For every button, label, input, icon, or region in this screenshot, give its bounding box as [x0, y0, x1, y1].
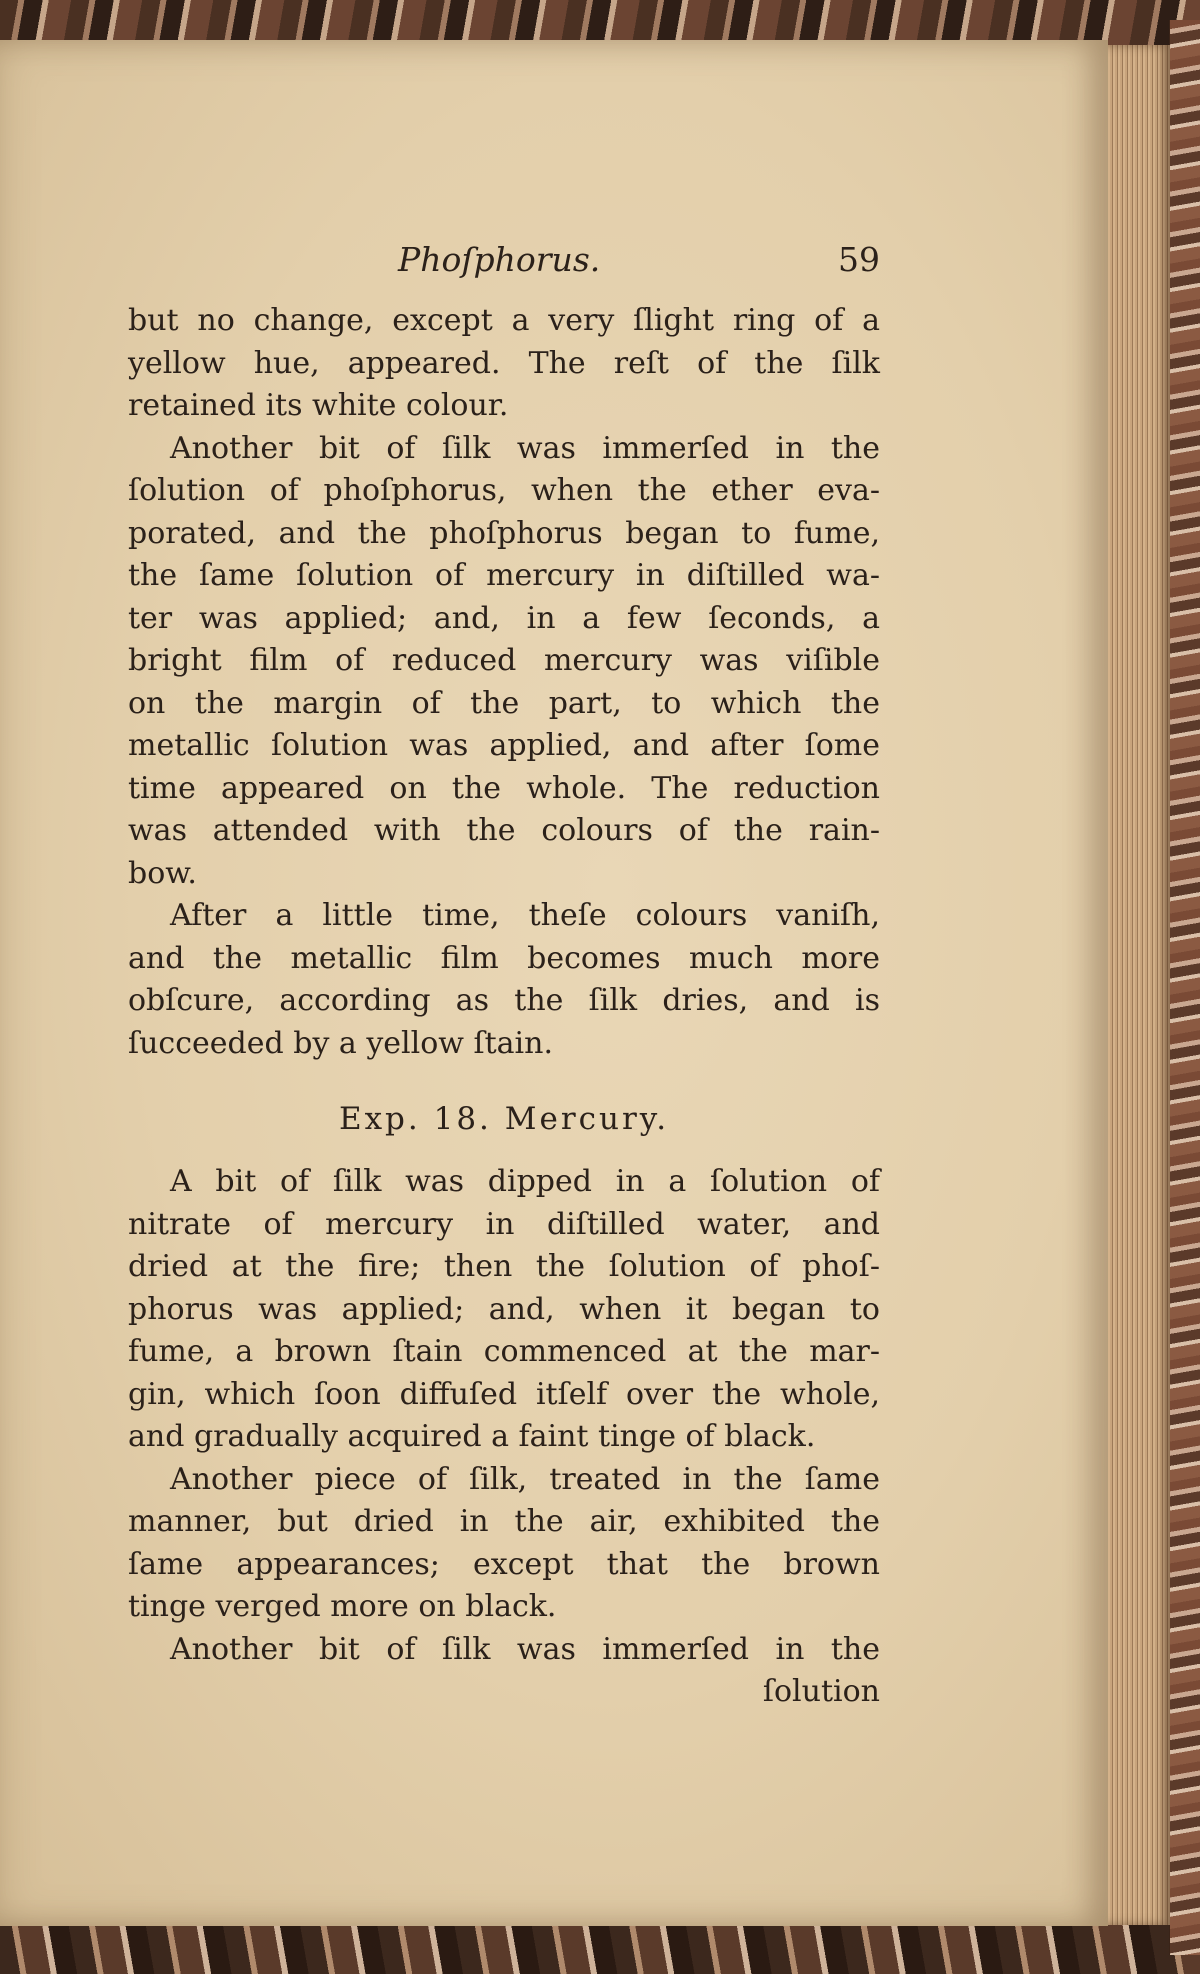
running-head [128, 240, 880, 292]
text-line: dried at the fire; then the ſolution of phoſ- [128, 1249, 880, 1284]
running-title: Phoſphorus. [398, 240, 601, 279]
page-edges [1100, 45, 1170, 1925]
text-line: time appeared on the whole. The reduction [128, 770, 880, 806]
text-line: gin, which ſoon diffuſed itſelf over the whole, [128, 1376, 880, 1412]
page-number: 59 [838, 240, 880, 279]
text-line: on the margin of the part, to which the [128, 685, 880, 721]
section-heading: Exp. 18. Mercury. [338, 1101, 670, 1137]
text-line: and gradually acquired a faint tinge of black. [128, 1419, 816, 1454]
text-line: retained its white colour. [128, 388, 509, 423]
marbled-cover-right [1169, 20, 1200, 1955]
book-page [0, 40, 1108, 1926]
text-line: nitrate of mercury in diſtilled water, and [128, 1206, 880, 1242]
paragraph-3 [128, 895, 880, 1065]
paragraph-5 [128, 1459, 880, 1629]
text-line: Another bit of ſilk was immerſed in the [170, 430, 880, 466]
text-line: ſucceeded by a yellow ſtain. [128, 1025, 554, 1061]
text-line: fume, a brown ſtain commenced at the mar- [128, 1334, 880, 1369]
paragraph-1 [128, 300, 880, 428]
text-line: obſcure, according as the ſilk dries, and is [128, 983, 880, 1018]
text-line: and the metallic film becomes much more [128, 940, 880, 976]
paragraph-4 [128, 1161, 880, 1459]
text-line: Another bit of ſilk was immerſed in the [170, 1631, 880, 1667]
text-line: but no change, except a very ſlight ring of a [128, 303, 880, 338]
paragraph-6 [128, 1629, 880, 1714]
text-line: phorus was applied; and, when it began to [128, 1291, 880, 1327]
text-line: manner, but dried in the air, exhibited the [128, 1504, 880, 1539]
text-line: yellow hue, appeared. The reſt of the ſilk [128, 345, 880, 381]
catchword: ſolution [762, 1674, 880, 1709]
text-line: ſame appearances; except that the brown [128, 1546, 880, 1582]
marbled-cover-bottom [0, 1918, 1200, 1974]
text-block [128, 240, 880, 1714]
paragraph-2 [128, 428, 880, 896]
text-line: A bit of ſilk was dipped in a ſolution of [170, 1164, 880, 1199]
text-line: bow. [128, 855, 197, 891]
text-line: bright film of reduced mercury was viſible [128, 643, 880, 678]
text-line: After a little time, theſe colours vaniſh, [170, 898, 880, 933]
text-line: the ſame ſolution of mercury in diſtilled wa- [128, 558, 880, 593]
text-line: porated, and the phoſphorus began to fume, [128, 515, 880, 551]
text-line: ſolution of phoſphorus, when the ether eva- [128, 473, 880, 508]
text-line: was attended with the colours of the rain- [128, 813, 880, 848]
text-line: Another piece of ſilk, treated in the ſame [170, 1461, 880, 1497]
text-line: tinge verged more on black. [128, 1589, 557, 1624]
text-line: metallic ſolution was applied, and after ſome [128, 728, 880, 763]
text-line: ter was applied; and, in a few ſeconds, a [128, 600, 880, 636]
